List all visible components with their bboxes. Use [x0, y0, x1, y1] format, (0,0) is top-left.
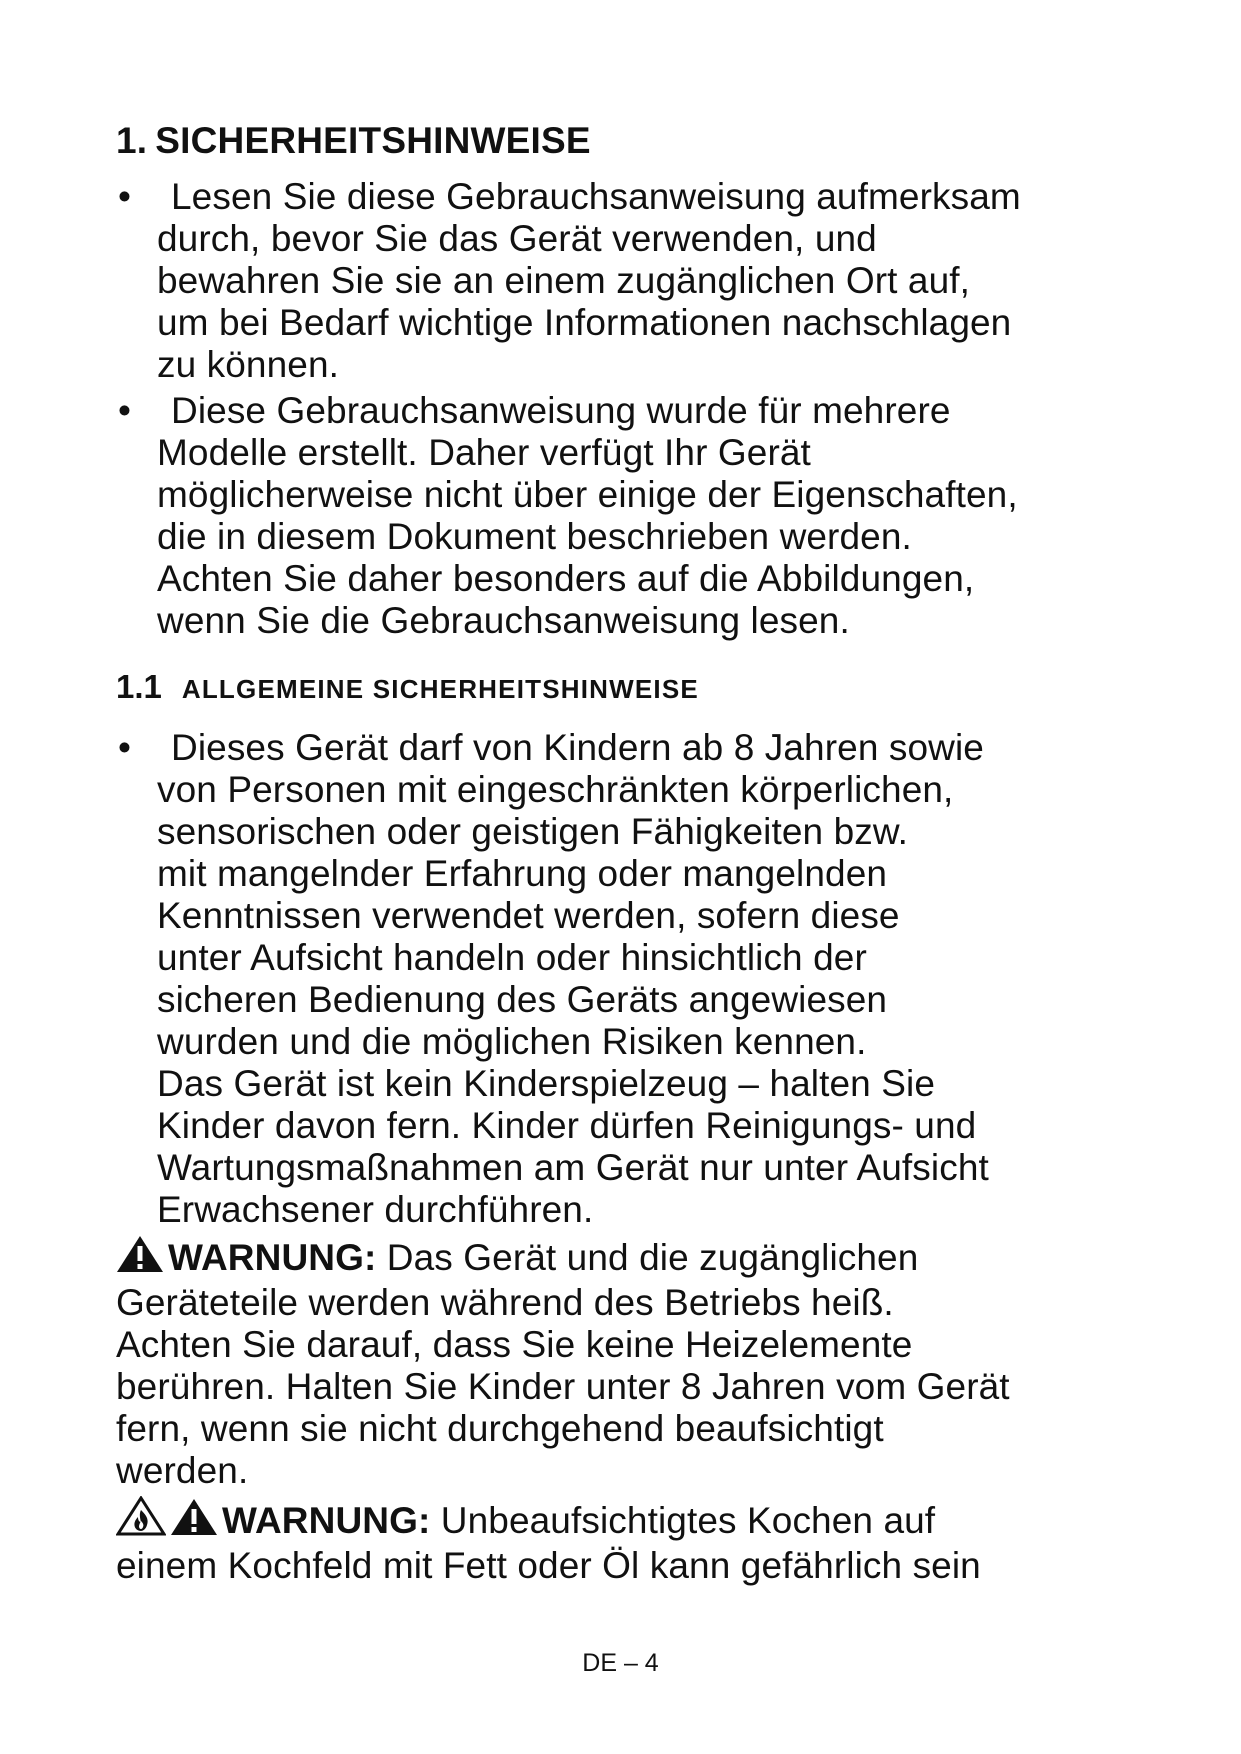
bullet-item	[116, 390, 1146, 642]
subsection-title: ALLGEMEINE SICHERHEITSHINWEISE	[181, 674, 699, 704]
warning-text: berühren. Halten Sie Kinder unter 8 Jahren vom Gerät	[116, 1366, 1010, 1407]
bullet-line: sicheren Bedienung des Geräts angewiesen	[157, 979, 888, 1020]
bullet-line: Erwachsener durchführen.	[157, 1189, 594, 1230]
subsection-heading	[116, 664, 1146, 717]
bullet-line: Das Gerät ist kein Kinderspielzeug – halten Sie	[157, 1063, 936, 1104]
bullet-line: Kinder davon fern. Kinder dürfen Reinigungs- und	[157, 1105, 977, 1146]
warning-text: Achten Sie darauf, dass Sie keine Heizelemente	[116, 1324, 913, 1365]
bullet-line: bewahren Sie sie an einem zugänglichen Ort auf,	[157, 260, 971, 301]
page-number: DE – 4	[582, 1649, 659, 1677]
fire-hazard-icon	[116, 1496, 166, 1545]
bullet-line: Kenntnissen verwendet werden, sofern diese	[157, 895, 900, 936]
section-heading	[116, 118, 1146, 164]
bullet-line: Modelle erstellt. Daher verfügt Ihr Gerät	[157, 432, 811, 473]
warning-text: Unbeaufsichtigtes Kochen auf	[440, 1500, 936, 1541]
bullet-dot: •	[118, 390, 132, 431]
warning-label: WARNUNG:	[168, 1237, 377, 1278]
bullet-dot: •	[118, 176, 132, 217]
bullet-line: Achten Sie daher besonders auf die Abbildungen,	[157, 558, 975, 599]
bullet-line: unter Aufsicht handeln oder hinsichtlich der	[157, 937, 867, 978]
bullet-line: um bei Bedarf wichtige Informationen nachschlagen	[157, 302, 1012, 343]
bullet-line: möglicherweise nicht über einige der Eigenschaften,	[157, 474, 1018, 515]
bullet-line: Wartungsmaßnahmen am Gerät nur unter Aufsicht	[157, 1147, 989, 1188]
bullet-line: Diese Gebrauchsanweisung wurde für mehrere	[171, 390, 951, 431]
bullet-line: die in diesem Dokument beschrieben werden.	[157, 516, 912, 557]
warning-text: einem Kochfeld mit Fett oder Öl kann gefährlich sein	[116, 1545, 981, 1586]
warning-text: fern, wenn sie nicht durchgehend beaufsichtigt	[116, 1408, 884, 1449]
section-title: SICHERHEITSHINWEISE	[155, 120, 591, 161]
warning-text: Das Gerät und die zugänglichen	[386, 1237, 919, 1278]
bullet-line: zu können.	[157, 344, 340, 385]
warning-text: Geräteteile werden während des Betriebs heiß.	[116, 1282, 894, 1323]
bullet-dot: •	[118, 727, 132, 768]
bullet-line: wurden und die möglichen Risiken kennen.	[157, 1021, 867, 1062]
bullet-line: wenn Sie die Gebrauchsanweisung lesen.	[157, 600, 850, 641]
bullet-line: Dieses Gerät darf von Kindern ab 8 Jahren sowie	[171, 727, 984, 768]
bullet-line: durch, bevor Sie das Gerät verwenden, und	[157, 218, 877, 259]
bullet-line: von Personen mit eingeschränkten körperlichen,	[157, 769, 954, 810]
bullet-line: Lesen Sie diese Gebrauchsanweisung aufmerksam	[171, 176, 1021, 217]
warning-icon	[170, 1498, 218, 1545]
warning-block-hot-surface	[116, 1235, 1146, 1492]
page-content	[116, 118, 1146, 1591]
subsection-number: 1.1	[116, 668, 162, 705]
bullet-item	[116, 727, 1146, 1231]
warning-text: werden.	[116, 1450, 249, 1491]
bullet-line: mit mangelnder Erfahrung oder mangelnden	[157, 853, 888, 894]
section-number: 1.	[116, 120, 148, 161]
bullet-line: sensorischen oder geistigen Fähigkeiten bzw.	[157, 811, 909, 852]
warning-icon	[116, 1235, 164, 1282]
bullet-item	[116, 176, 1146, 386]
warning-block-unattended-cooking	[116, 1496, 1146, 1587]
warning-label: WARNUNG:	[222, 1500, 431, 1541]
